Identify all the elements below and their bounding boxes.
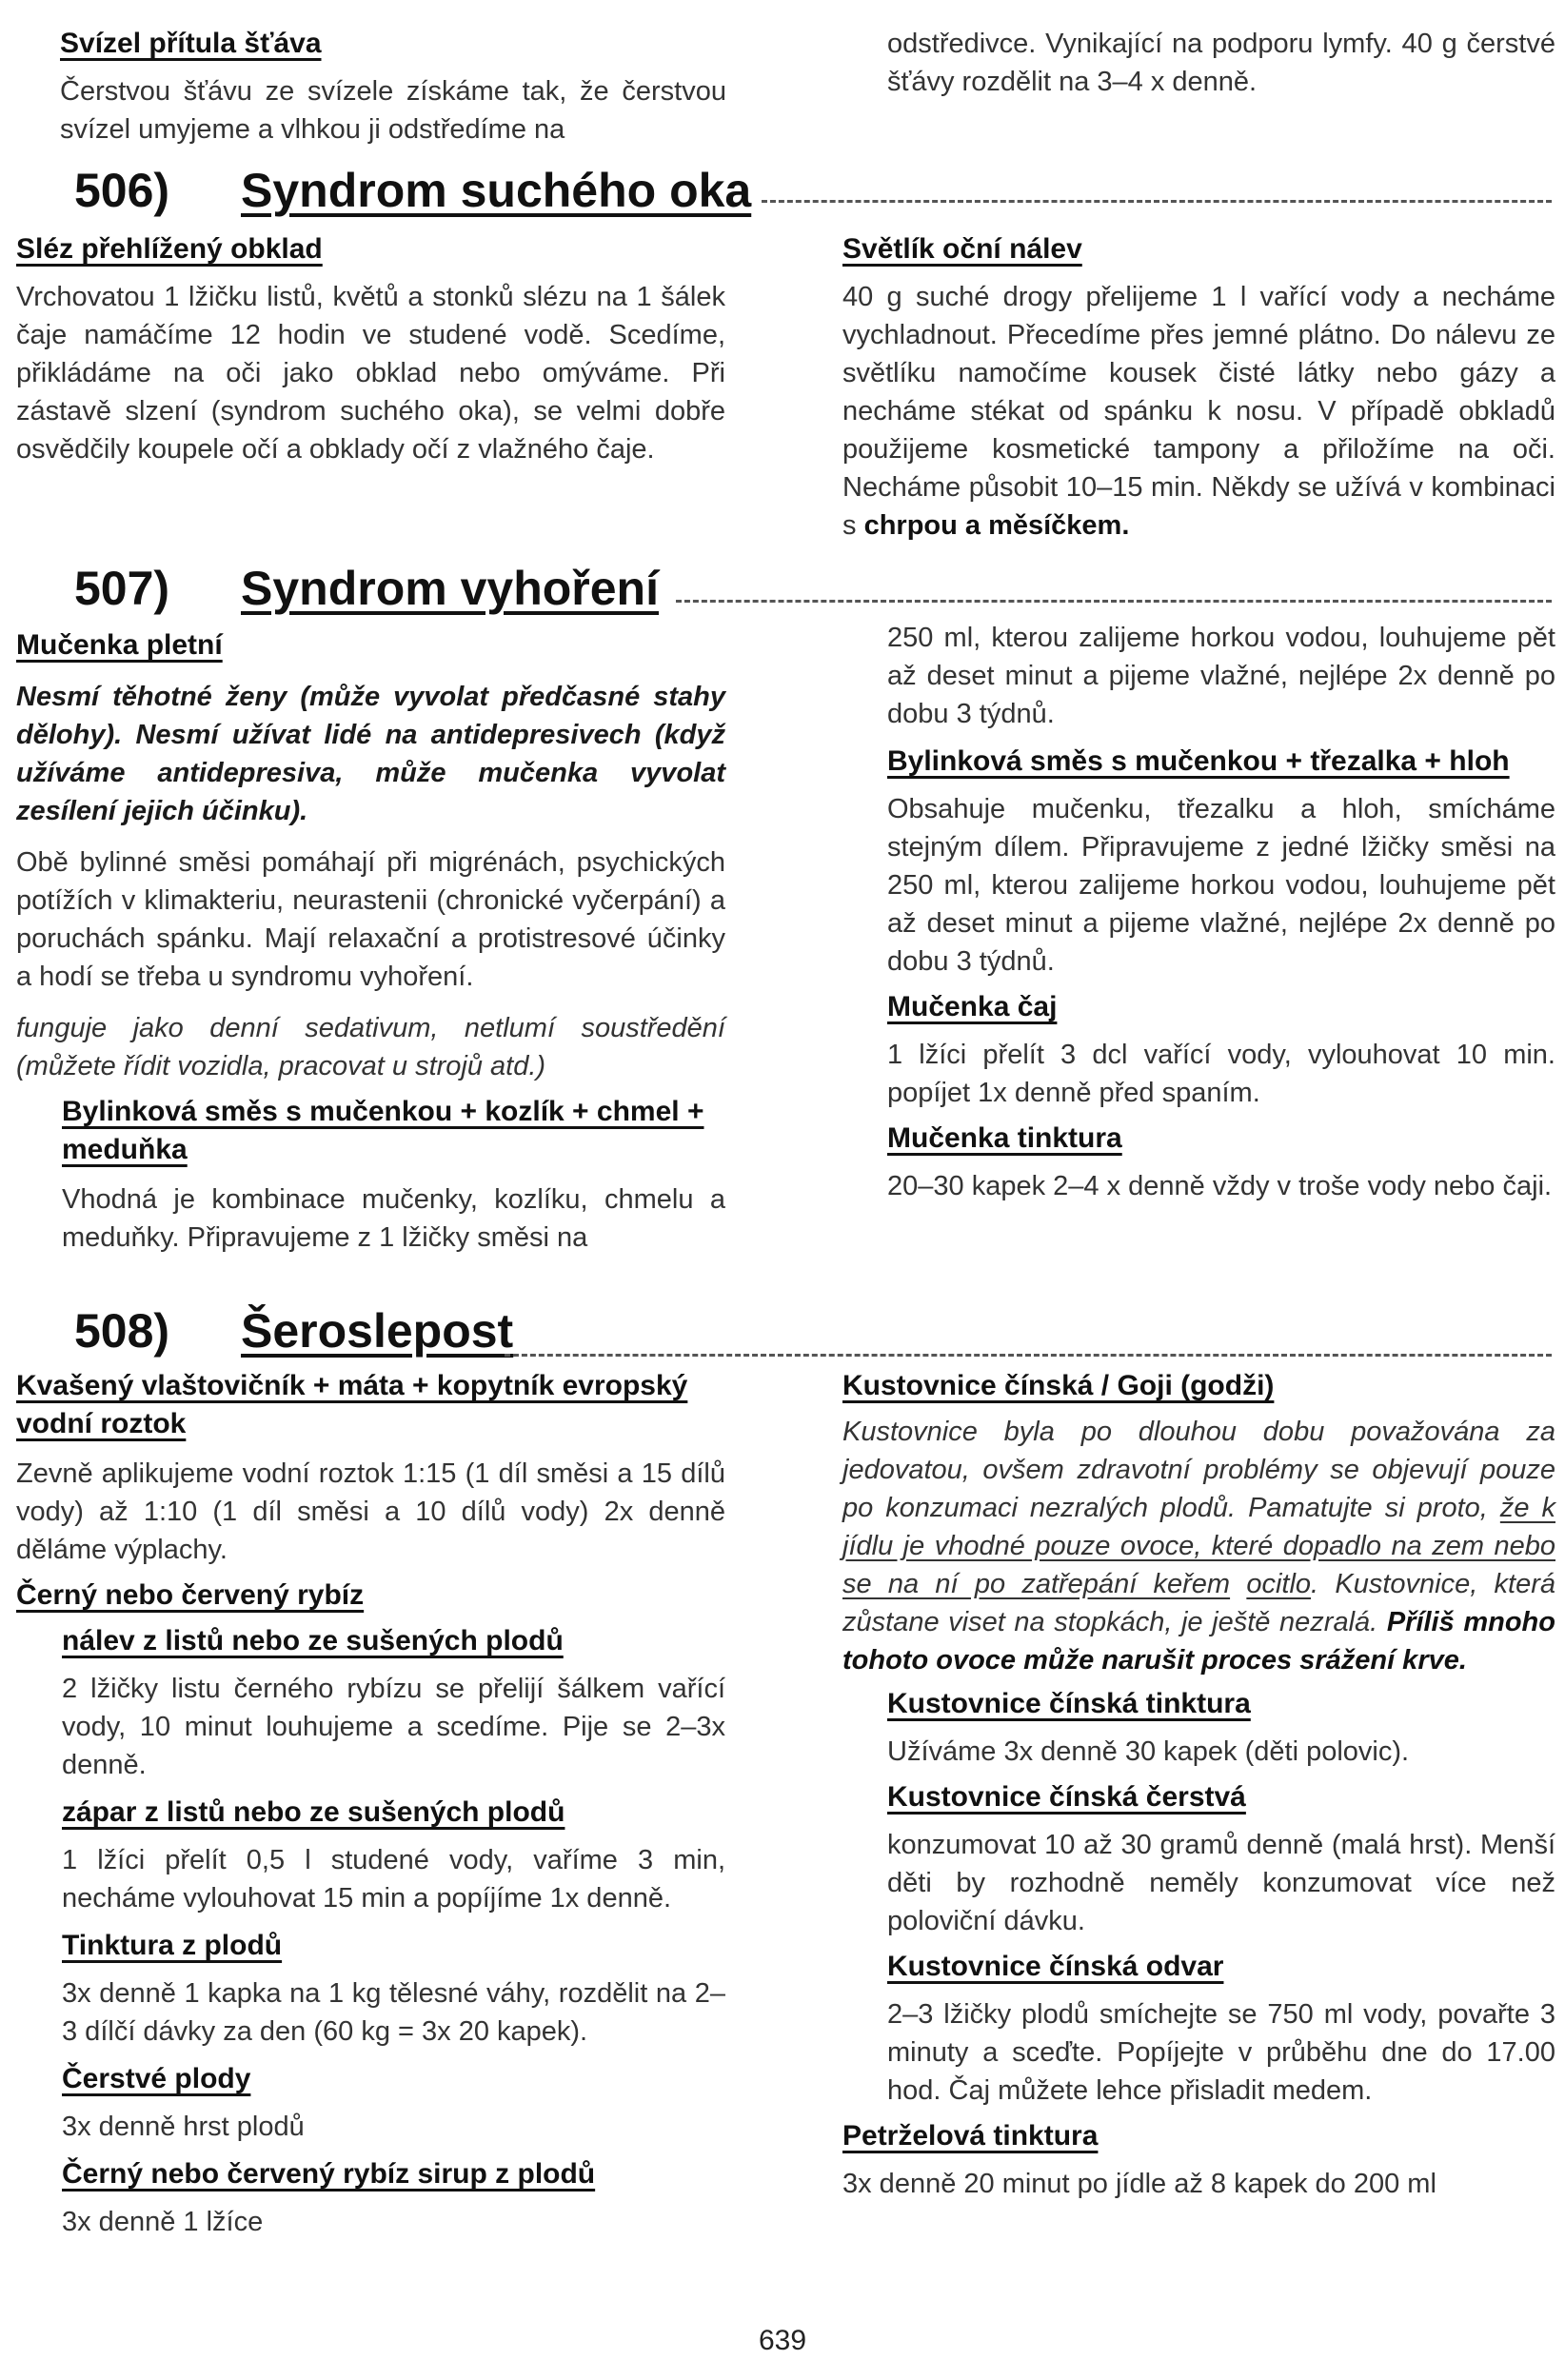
svetlik-text <box>842 278 1555 545</box>
goji-warning-bold: Příliš mnoho tohoto ovoce může narušit proces srážení krve. <box>842 1607 1555 1676</box>
mucenka-intro: Obě bylinné směsi pomáhají při migrénách, psychických potížích v klimakteriu, neurastenii (chronické vyčerpání) a poruchách spánku. Mají relaxační a protistresové účinky a hodí se třeba u syndromu vyhoření. <box>16 847 725 992</box>
s508-left <box>16 1367 725 2241</box>
mucenka-note: funguje jako denní sedativum, netlumí soustředění (můžete řídit vozidla, pracovat u strojů atd.) <box>16 1013 725 1081</box>
top-right-block <box>887 25 1555 101</box>
sirup-text: 3x denně 1 lžíce <box>62 2207 264 2237</box>
smes-kozlik-continuation: 250 ml, kterou zalijeme horkou vodou, louhujeme pět až deset minut a pijeme vlažné, nejlépe 2x denně po dobu 3 týdnů. <box>887 623 1555 729</box>
heading-smes-trezalka: Bylinková směs s mučenkou + třezalka + hloh <box>887 745 1510 777</box>
mucenka-caj-text: 1 lžíci přelít 3 dcl vařící vody, vylouhovat 10 min. popíjet 1x denně před spaním. <box>887 1040 1555 1108</box>
section-title: Syndrom suchého oka <box>241 164 752 217</box>
heading-cerstve-plody: Čerstvé plody <box>62 2063 251 2094</box>
heading-zapar: zápar z listů nebo ze sušených plodů <box>62 1796 565 1828</box>
heading-smes-kozlik: Bylinková směs s mučenkou + kozlík + chmel + meduňka <box>62 1096 704 1165</box>
goji-odvar-text: 2–3 lžičky plodů smíchejte se 750 ml vody, povařte 3 minuty a sceďte. Popíjejte v průběhu dne do 17.00 hod. Čaj můžete lehce přisladit medem. <box>887 1999 1555 2106</box>
goji-warning-part2: . Kustovnice, která zůstane viset na stopkách, je ještě nezralá. <box>842 1569 1555 1637</box>
s506-left <box>16 230 725 468</box>
heading-slez-obklad: Sléz přehlížený obklad <box>16 233 323 265</box>
svetlik-text-bold: chrpou a měsíčkem. <box>863 510 1130 541</box>
svizel-text: Čerstvou šťávu ze svízele získáme tak, že čerstvou svízel umyjeme a vlhkou ji odstředíme na <box>60 76 726 145</box>
s507-indented <box>62 1093 725 1257</box>
svizel-continuation-text: odstředivce. Vynikající na podporu lymfy. 40 g čerstvé šťávy rozdělit na 3–4 x denně. <box>887 29 1555 97</box>
heading-tinktura-plodu: Tinktura z plodů <box>62 1930 283 1961</box>
goji-warning <box>842 1413 1555 1679</box>
section-divider <box>762 200 1552 203</box>
heading-mucenka-tinktura: Mučenka tinktura <box>887 1122 1122 1154</box>
heading-goji-cerstva: Kustovnice čínská čerstvá <box>887 1781 1246 1813</box>
goji-warning-underlined-end: ocitlo <box>1246 1569 1312 1599</box>
goji-cerstva-text: konzumovat 10 až 30 gramů denně (malá hrst). Menší děti by rozhodně neměly konzumovat více než poloviční dávku. <box>887 1830 1555 1936</box>
rybiz-subsections <box>62 1622 725 2241</box>
heading-vlastovicnik: Kvašený vlaštovičník + máta + kopytník evropský vodní roztok <box>16 1370 688 1439</box>
cerstve-plody-text: 3x denně hrst plodů <box>62 2112 305 2142</box>
heading-mucenka-pletni: Mučenka pletní <box>16 629 223 661</box>
zapar-text: 1 lžíci přelít 0,5 l studené vody, vaříme 3 min, necháme vylouhovat 15 min a popíjíme 1x denně. <box>62 1845 725 1914</box>
section-508-title <box>74 1302 513 1359</box>
svetlik-text-main: 40 g suché drogy přelijeme 1 l vařící vody a necháme vychladnout. Přecedíme přes jemné plátno. Do nálevu ze světlíku namočíme kousek čisté látky nebo gázy a necháme stékat od spánku k nosu. V případě obkladů použijeme kosmetické tampony a přiložíme na oči. Necháme působit 10–15 min. Někdy se užívá v kombinaci s <box>842 282 1555 541</box>
page-number: 639 <box>758 2325 807 2356</box>
s506-right <box>842 230 1555 545</box>
heading-goji: Kustovnice čínská / Goji (godži) <box>842 1370 1275 1401</box>
mucenka-tinktura-text: 20–30 kapek 2–4 x denně vždy v troše vody nebo čaji. <box>887 1171 1553 1201</box>
heading-goji-tinktura: Kustovnice čínská tinktura <box>887 1688 1251 1719</box>
petrzel-tinktura-text: 3x denně 20 minut po jídle až 8 kapek do 200 ml <box>842 2169 1436 2199</box>
section-divider <box>505 1354 1552 1357</box>
heading-goji-odvar: Kustovnice čínská odvar <box>887 1951 1224 1982</box>
heading-sirup: Černý nebo červený rybíz sirup z plodů <box>62 2158 596 2190</box>
smes-trezalka-text: Obsahuje mučenku, třezalku a hloh, smícháme stejným dílem. Připravujeme z jedné lžičky směsi na 250 ml, kterou zalijeme horkou vodou, louhujeme pět až deset minut a pijeme vlažné, nejlépe 2x denně po dobu 3 týdnů. <box>887 794 1555 977</box>
heading-mucenka-caj: Mučenka čaj <box>887 991 1058 1022</box>
slez-text: Vrchovatou 1 lžičku listů, květů a stonků slézu na 1 šálek čaje namáčíme 12 hodin ve studené vodě. Scedíme, přikládáme na oči jako obklad nebo omýváme. Při zástavě slzení (syndrom suchého oka), se velmi dobře osvědčily koupele očí a obklady očí z vlažného čaje. <box>16 282 725 465</box>
section-number: 507) <box>74 562 170 615</box>
heading-svetlik-nalev: Světlík oční nálev <box>842 233 1082 265</box>
s508-right <box>842 1367 1555 2203</box>
section-title: Syndrom vyhoření <box>241 562 659 615</box>
goji-warning-underlined: že k jídlu je vhodné pouze ovoce, které dopadlo na zem nebo se na ní po zatřepání keřem <box>842 1493 1555 1599</box>
heading-ryb-iz: Černý nebo červený rybíz <box>16 1579 365 1611</box>
mucenka-warning: Nesmí těhotné ženy (může vyvolat předčasné stahy dělohy). Nesmí užívat lidé na antidepresivech (když užíváme antidepresiva, může mučenka vyvolat zesílení jejich účinku). <box>16 682 725 826</box>
section-507-title <box>74 560 659 617</box>
heading-nalev: nálev z listů nebo ze sušených plodů <box>62 1625 564 1656</box>
nalev-text: 2 lžičky listu černého rybízu se přelijí šálkem vařící vody, 10 minut louhujeme a scedíme. Pije se 2–3x denně. <box>62 1674 725 1780</box>
s507-left <box>16 626 725 1257</box>
heading-petrzel-tinktura: Petrželová tinktura <box>842 2120 1099 2152</box>
section-divider <box>676 600 1552 603</box>
section-title: Šeroslepost <box>241 1304 514 1358</box>
top-left-block <box>60 25 726 149</box>
vlastovicnik-text: Zevně aplikujeme vodní roztok 1:15 (1 díl směsi a 15 dílů vody) až 1:10 (1 díl směsi a 10 dílů vody) 2x denně děláme výplachy. <box>16 1458 725 1565</box>
smes-kozlik-text: Vhodná je kombinace mučenky, kozlíku, chmelu a meduňky. Připravujeme z 1 lžičky směsi na <box>62 1184 725 1253</box>
goji-warning-part1: Kustovnice byla po dlouhou dobu považována za jedovatou, ovšem zdravotní problémy se objevují pouze po konzumaci nezralých plodů. Pamatujte si proto, <box>842 1417 1555 1523</box>
heading-svizel-stava: Svízel přítula šťáva <box>60 28 322 59</box>
s507-right <box>887 619 1555 1205</box>
section-number: 506) <box>74 164 170 217</box>
goji-tinktura-text: Užíváme 3x denně 30 kapek (děti polovic). <box>887 1736 1410 1767</box>
section-506-title <box>74 162 751 219</box>
tinktura-plodu-text: 3x denně 1 kapka na 1 kg tělesné váhy, rozdělit na 2–3 dílčí dávky za den (60 kg = 3x 20 kapek). <box>62 1978 725 2047</box>
goji-subsections <box>887 1685 1555 2110</box>
section-number: 508) <box>74 1304 170 1358</box>
